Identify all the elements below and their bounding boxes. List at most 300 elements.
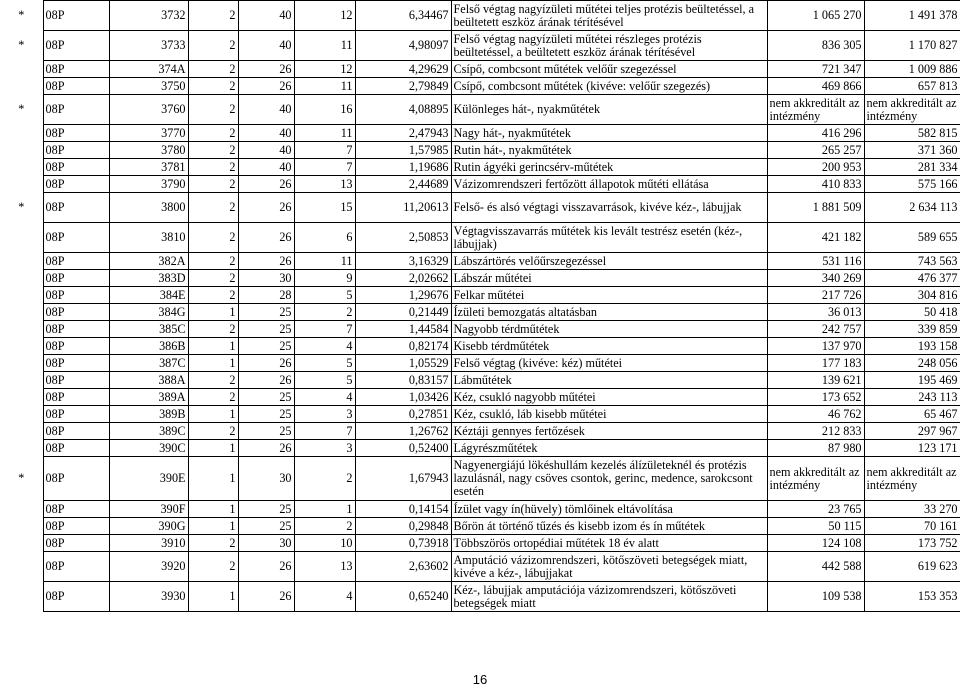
col-b: 40 <box>238 125 294 142</box>
row-marker: * <box>0 31 43 61</box>
table-row <box>0 423 960 440</box>
table-row <box>0 159 960 176</box>
table-row <box>0 389 960 406</box>
col-a: 2 <box>188 176 238 193</box>
weight-value: 0,73918 <box>355 535 451 552</box>
mdc-code: 08P <box>43 223 109 253</box>
description: Amputáció vázizomrendszeri, kötőszöveti betegségek miatt, kivéve a kéz-, lábujjakat <box>451 552 767 582</box>
description: Nagyenergiájú lökéshullám kezelés álízületeknél és protézis lazulásnál, nagy csöves csontok, gerinc, medence, sarokcsont esetén <box>451 457 767 501</box>
col-b: 28 <box>238 287 294 304</box>
weight-value: 1,26762 <box>355 423 451 440</box>
amount-1: 721 347 <box>767 61 864 78</box>
col-a: 2 <box>188 253 238 270</box>
row-marker <box>0 338 43 355</box>
weight-value: 0,52400 <box>355 440 451 457</box>
col-c: 11 <box>294 78 355 95</box>
table-row <box>0 338 960 355</box>
description: Felső végtag (kivéve: kéz) műtétei <box>451 355 767 372</box>
amount-1: 1 881 509 <box>767 193 864 223</box>
hbcs-code: 390C <box>109 440 188 457</box>
amount-2: 657 813 <box>864 78 960 95</box>
weight-value: 0,83157 <box>355 372 451 389</box>
amount-2: 371 360 <box>864 142 960 159</box>
amount-2: 193 158 <box>864 338 960 355</box>
col-b: 25 <box>238 518 294 535</box>
amount-2: 65 467 <box>864 406 960 423</box>
col-b: 25 <box>238 321 294 338</box>
hbcs-code: 3780 <box>109 142 188 159</box>
description: Kisebb térdműtétek <box>451 338 767 355</box>
weight-value: 0,65240 <box>355 582 451 612</box>
description: Kéz-, lábujjak amputációja vázizomrendszeri, kötőszöveti betegségek miatt <box>451 582 767 612</box>
col-b: 26 <box>238 253 294 270</box>
mdc-code: 08P <box>43 31 109 61</box>
table-row <box>0 270 960 287</box>
description: Vázizomrendszeri fertőzött állapotok műtéti ellátása <box>451 176 767 193</box>
col-c: 4 <box>294 389 355 406</box>
hbcs-code: 3930 <box>109 582 188 612</box>
description: Csípő, combcsont műtétek (kivéve: velőűr szegezés) <box>451 78 767 95</box>
col-c: 3 <box>294 440 355 457</box>
amount-1: 410 833 <box>767 176 864 193</box>
col-c: 6 <box>294 223 355 253</box>
amount-2: 243 113 <box>864 389 960 406</box>
col-a: 1 <box>188 440 238 457</box>
amount-2: 1 491 378 <box>864 1 960 31</box>
table-row <box>0 1 960 31</box>
col-b: 26 <box>238 193 294 223</box>
amount-2: 2 634 113 <box>864 193 960 223</box>
row-marker <box>0 582 43 612</box>
mdc-code: 08P <box>43 95 109 125</box>
amount-2: 173 752 <box>864 535 960 552</box>
mdc-code: 08P <box>43 61 109 78</box>
col-b: 25 <box>238 338 294 355</box>
col-a: 1 <box>188 338 238 355</box>
amount-1: 36 013 <box>767 304 864 321</box>
col-c: 11 <box>294 253 355 270</box>
col-c: 7 <box>294 142 355 159</box>
col-a: 2 <box>188 287 238 304</box>
amount-1: 265 257 <box>767 142 864 159</box>
mdc-code: 08P <box>43 355 109 372</box>
col-b: 40 <box>238 31 294 61</box>
col-b: 25 <box>238 389 294 406</box>
col-a: 1 <box>188 304 238 321</box>
hbcs-code: 386B <box>109 338 188 355</box>
weight-value: 2,79849 <box>355 78 451 95</box>
hbcs-code: 3810 <box>109 223 188 253</box>
col-b: 26 <box>238 372 294 389</box>
col-b: 26 <box>238 552 294 582</box>
amount-1: 109 538 <box>767 582 864 612</box>
table-row <box>0 321 960 338</box>
weight-value: 1,29676 <box>355 287 451 304</box>
weight-value: 3,16329 <box>355 253 451 270</box>
hbcs-code: 387C <box>109 355 188 372</box>
hbcs-code: 3781 <box>109 159 188 176</box>
description: Különleges hát-, nyakműtétek <box>451 95 767 125</box>
amount-1: 200 953 <box>767 159 864 176</box>
table-row <box>0 440 960 457</box>
col-b: 26 <box>238 355 294 372</box>
col-b: 26 <box>238 223 294 253</box>
row-marker <box>0 223 43 253</box>
col-a: 2 <box>188 95 238 125</box>
amount-2: 195 469 <box>864 372 960 389</box>
amount-2: 33 270 <box>864 501 960 518</box>
amount-2: 153 353 <box>864 582 960 612</box>
mdc-code: 08P <box>43 535 109 552</box>
weight-value: 11,20613 <box>355 193 451 223</box>
row-marker <box>0 552 43 582</box>
table-row <box>0 582 960 612</box>
row-marker: * <box>0 95 43 125</box>
table-row <box>0 304 960 321</box>
row-marker <box>0 355 43 372</box>
mdc-code: 08P <box>43 501 109 518</box>
row-marker <box>0 501 43 518</box>
weight-value: 4,08895 <box>355 95 451 125</box>
hbcs-code: 3920 <box>109 552 188 582</box>
hbcs-code: 390G <box>109 518 188 535</box>
amount-2: nem akkreditált az intézmény <box>864 457 960 501</box>
col-c: 4 <box>294 338 355 355</box>
amount-1: 217 726 <box>767 287 864 304</box>
mdc-code: 08P <box>43 159 109 176</box>
amount-1: 469 866 <box>767 78 864 95</box>
row-marker: * <box>0 1 43 31</box>
hbcs-code: 3750 <box>109 78 188 95</box>
col-c: 9 <box>294 270 355 287</box>
amount-1: 531 116 <box>767 253 864 270</box>
weight-value: 1,03426 <box>355 389 451 406</box>
description: Többszörös ortopédiai műtétek 18 év alatt <box>451 535 767 552</box>
row-marker <box>0 61 43 78</box>
col-b: 40 <box>238 159 294 176</box>
weight-value: 4,29629 <box>355 61 451 78</box>
col-a: 2 <box>188 125 238 142</box>
amount-1: 137 970 <box>767 338 864 355</box>
amount-1: 421 182 <box>767 223 864 253</box>
weight-value: 2,02662 <box>355 270 451 287</box>
row-marker <box>0 176 43 193</box>
col-c: 11 <box>294 31 355 61</box>
mdc-code: 08P <box>43 423 109 440</box>
col-a: 2 <box>188 372 238 389</box>
col-c: 2 <box>294 457 355 501</box>
mdc-code: 08P <box>43 457 109 501</box>
amount-1: 87 980 <box>767 440 864 457</box>
amount-2: 50 418 <box>864 304 960 321</box>
description: Ízületi bemozgatás altatásban <box>451 304 767 321</box>
hbcs-code: 383D <box>109 270 188 287</box>
row-marker: * <box>0 193 43 223</box>
amount-1: 416 296 <box>767 125 864 142</box>
table-row <box>0 176 960 193</box>
col-a: 1 <box>188 518 238 535</box>
col-a: 1 <box>188 582 238 612</box>
hbcs-code: 3733 <box>109 31 188 61</box>
amount-2: 281 334 <box>864 159 960 176</box>
col-c: 3 <box>294 406 355 423</box>
col-c: 10 <box>294 535 355 552</box>
row-marker: * <box>0 457 43 501</box>
col-a: 2 <box>188 159 238 176</box>
col-b: 25 <box>238 406 294 423</box>
amount-2: 582 815 <box>864 125 960 142</box>
col-c: 5 <box>294 287 355 304</box>
mdc-code: 08P <box>43 1 109 31</box>
amount-1: 242 757 <box>767 321 864 338</box>
table-row <box>0 253 960 270</box>
weight-value: 0,82174 <box>355 338 451 355</box>
amount-1: 836 305 <box>767 31 864 61</box>
mdc-code: 08P <box>43 582 109 612</box>
mdc-code: 08P <box>43 518 109 535</box>
hbcs-code: 382A <box>109 253 188 270</box>
amount-2: 743 563 <box>864 253 960 270</box>
table-row <box>0 61 960 78</box>
table-row <box>0 372 960 389</box>
table-row <box>0 287 960 304</box>
amount-2: 304 816 <box>864 287 960 304</box>
amount-1: 177 183 <box>767 355 864 372</box>
col-c: 12 <box>294 1 355 31</box>
col-a: 2 <box>188 223 238 253</box>
col-b: 25 <box>238 304 294 321</box>
table-row <box>0 457 960 501</box>
col-c: 4 <box>294 582 355 612</box>
weight-value: 2,44689 <box>355 176 451 193</box>
table-row <box>0 95 960 125</box>
weight-value: 0,14154 <box>355 501 451 518</box>
col-b: 30 <box>238 535 294 552</box>
amount-2: 339 859 <box>864 321 960 338</box>
col-b: 26 <box>238 440 294 457</box>
hbcs-code: 3790 <box>109 176 188 193</box>
col-a: 2 <box>188 78 238 95</box>
description: Ízület vagy ín(hüvely) tömlőinek eltávolítása <box>451 501 767 518</box>
mdc-code: 08P <box>43 125 109 142</box>
amount-2: 619 623 <box>864 552 960 582</box>
col-c: 15 <box>294 193 355 223</box>
hbcs-code: 385C <box>109 321 188 338</box>
amount-2: 123 171 <box>864 440 960 457</box>
row-marker <box>0 535 43 552</box>
col-a: 2 <box>188 193 238 223</box>
mdc-code: 08P <box>43 338 109 355</box>
table-row <box>0 535 960 552</box>
weight-value: 2,63602 <box>355 552 451 582</box>
row-marker <box>0 440 43 457</box>
row-marker <box>0 159 43 176</box>
weight-value: 1,44584 <box>355 321 451 338</box>
amount-1: 340 269 <box>767 270 864 287</box>
mdc-code: 08P <box>43 406 109 423</box>
row-marker <box>0 389 43 406</box>
col-a: 2 <box>188 1 238 31</box>
col-c: 7 <box>294 423 355 440</box>
amount-2: 248 056 <box>864 355 960 372</box>
description: Felkar műtétei <box>451 287 767 304</box>
weight-value: 1,05529 <box>355 355 451 372</box>
amount-1: 442 588 <box>767 552 864 582</box>
col-a: 2 <box>188 389 238 406</box>
mdc-code: 08P <box>43 389 109 406</box>
description: Lábszártörés velőűrszegezéssel <box>451 253 767 270</box>
row-marker <box>0 270 43 287</box>
row-marker <box>0 125 43 142</box>
row-marker <box>0 287 43 304</box>
table-row <box>0 518 960 535</box>
col-b: 26 <box>238 61 294 78</box>
col-b: 30 <box>238 457 294 501</box>
col-b: 26 <box>238 582 294 612</box>
description: Lábműtétek <box>451 372 767 389</box>
amount-2: 476 377 <box>864 270 960 287</box>
amount-2: 70 161 <box>864 518 960 535</box>
row-marker <box>0 78 43 95</box>
col-a: 2 <box>188 31 238 61</box>
amount-2: 589 655 <box>864 223 960 253</box>
col-b: 40 <box>238 95 294 125</box>
col-a: 2 <box>188 535 238 552</box>
description: Kéz, csukló nagyobb műtétei <box>451 389 767 406</box>
row-marker <box>0 372 43 389</box>
col-c: 13 <box>294 552 355 582</box>
table-row <box>0 501 960 518</box>
table-row <box>0 125 960 142</box>
row-marker <box>0 423 43 440</box>
col-a: 1 <box>188 406 238 423</box>
col-c: 1 <box>294 501 355 518</box>
mdc-code: 08P <box>43 253 109 270</box>
table-row <box>0 142 960 159</box>
hbcs-code: 3760 <box>109 95 188 125</box>
mdc-code: 08P <box>43 142 109 159</box>
weight-value: 1,67943 <box>355 457 451 501</box>
table-body <box>0 1 960 612</box>
col-c: 12 <box>294 61 355 78</box>
description: Végtagvisszavarrás műtétek kis levált testrész esetén (kéz-, lábujjak) <box>451 223 767 253</box>
table-row <box>0 552 960 582</box>
description: Nagy hát-, nyakműtétek <box>451 125 767 142</box>
col-c: 16 <box>294 95 355 125</box>
mdc-code: 08P <box>43 270 109 287</box>
col-c: 5 <box>294 372 355 389</box>
hbcs-code: 384E <box>109 287 188 304</box>
description: Kéztáji gennyes fertőzések <box>451 423 767 440</box>
amount-2: 1 009 886 <box>864 61 960 78</box>
table-row <box>0 355 960 372</box>
row-marker <box>0 253 43 270</box>
hbcs-code: 3770 <box>109 125 188 142</box>
col-b: 26 <box>238 176 294 193</box>
hbcs-code: 389A <box>109 389 188 406</box>
table-row <box>0 31 960 61</box>
row-marker <box>0 142 43 159</box>
weight-value: 0,21449 <box>355 304 451 321</box>
col-b: 25 <box>238 501 294 518</box>
hbcs-code: 388A <box>109 372 188 389</box>
amount-2: nem akkreditált az intézmény <box>864 95 960 125</box>
amount-1: 46 762 <box>767 406 864 423</box>
description: Lábszár műtétei <box>451 270 767 287</box>
table-row <box>0 193 960 223</box>
description: Nagyobb térdműtétek <box>451 321 767 338</box>
col-a: 1 <box>188 355 238 372</box>
amount-1: nem akkreditált az intézmény <box>767 95 864 125</box>
mdc-code: 08P <box>43 304 109 321</box>
col-c: 13 <box>294 176 355 193</box>
col-a: 2 <box>188 142 238 159</box>
amount-1: nem akkreditált az intézmény <box>767 457 864 501</box>
weight-value: 6,34467 <box>355 1 451 31</box>
row-marker <box>0 518 43 535</box>
table-row <box>0 406 960 423</box>
hbcs-code: 3910 <box>109 535 188 552</box>
hbcs-code: 3732 <box>109 1 188 31</box>
col-c: 7 <box>294 321 355 338</box>
description: Bőrön át történő tűzés és kisebb izom és ín műtétek <box>451 518 767 535</box>
col-a: 1 <box>188 457 238 501</box>
weight-value: 0,29848 <box>355 518 451 535</box>
weight-value: 2,50853 <box>355 223 451 253</box>
col-a: 2 <box>188 270 238 287</box>
mdc-code: 08P <box>43 78 109 95</box>
mdc-code: 08P <box>43 552 109 582</box>
hbcs-code: 389B <box>109 406 188 423</box>
amount-1: 124 108 <box>767 535 864 552</box>
mdc-code: 08P <box>43 176 109 193</box>
hbcs-code: 374A <box>109 61 188 78</box>
mdc-code: 08P <box>43 372 109 389</box>
amount-1: 23 765 <box>767 501 864 518</box>
amount-2: 1 170 827 <box>864 31 960 61</box>
col-b: 40 <box>238 142 294 159</box>
description: Felső végtag nagyízületi műtétei részleges protézis beültetéssel, a beültetett eszköz árának térítésével <box>451 31 767 61</box>
col-a: 2 <box>188 423 238 440</box>
description: Felső végtag nagyízületi műtétei teljes protézis beültetéssel, a beültetett eszköz árának térítésével <box>451 1 767 31</box>
weight-value: 2,47943 <box>355 125 451 142</box>
col-c: 11 <box>294 125 355 142</box>
description: Rutin ágyéki gerincsérv-műtétek <box>451 159 767 176</box>
col-b: 30 <box>238 270 294 287</box>
weight-value: 0,27851 <box>355 406 451 423</box>
col-a: 1 <box>188 501 238 518</box>
description: Felső- és alsó végtagi visszavarrások, kivéve kéz-, lábujjak <box>451 193 767 223</box>
description: Kéz, csukló, láb kisebb műtétei <box>451 406 767 423</box>
hbcs-code: 3800 <box>109 193 188 223</box>
col-c: 2 <box>294 304 355 321</box>
mdc-code: 08P <box>43 440 109 457</box>
col-a: 2 <box>188 61 238 78</box>
weight-value: 1,57985 <box>355 142 451 159</box>
table-row <box>0 78 960 95</box>
hbcs-code: 390E <box>109 457 188 501</box>
amount-2: 575 166 <box>864 176 960 193</box>
description: Lágyrészműtétek <box>451 440 767 457</box>
amount-1: 139 621 <box>767 372 864 389</box>
table-row <box>0 223 960 253</box>
amount-1: 212 833 <box>767 423 864 440</box>
weight-value: 1,19686 <box>355 159 451 176</box>
page-number: 16 <box>472 672 488 687</box>
hbcs-code: 384G <box>109 304 188 321</box>
col-b: 40 <box>238 1 294 31</box>
col-b: 26 <box>238 78 294 95</box>
